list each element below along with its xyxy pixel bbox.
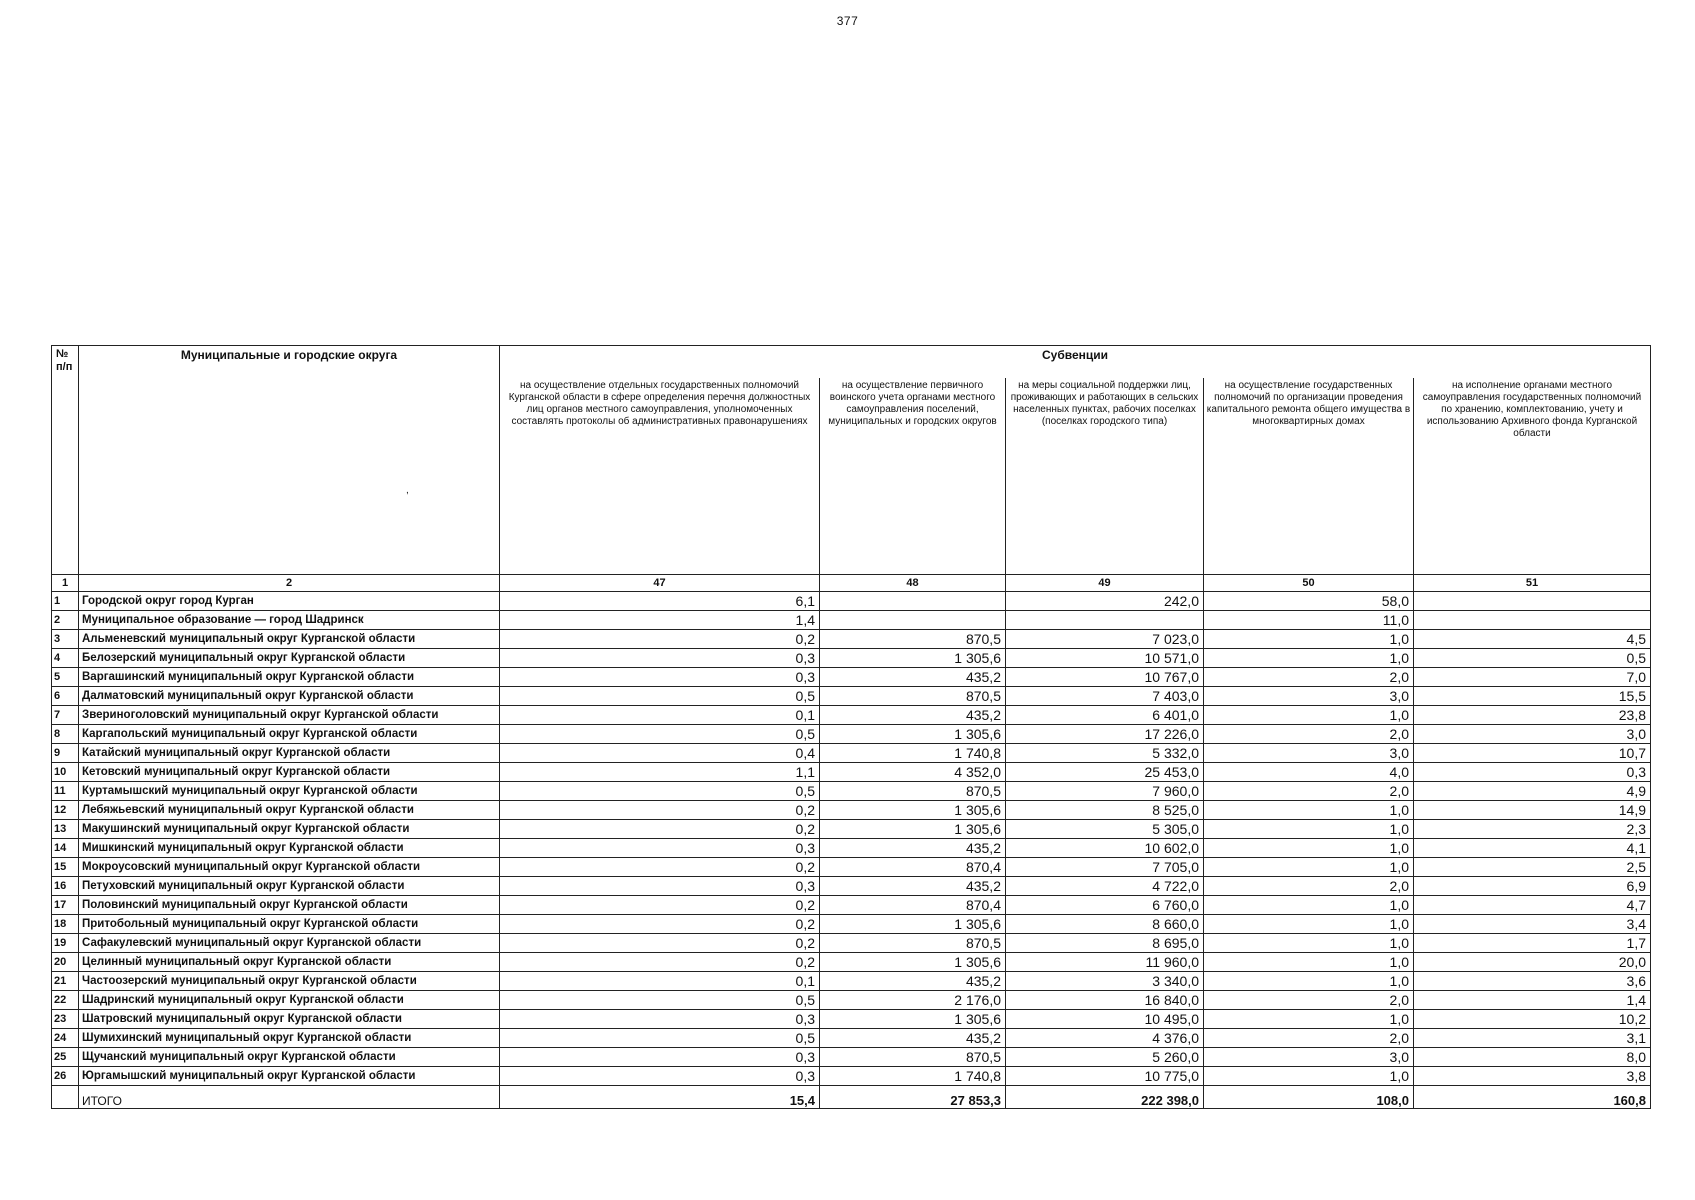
value-cell: 16 840,0 [1006, 991, 1204, 1010]
stray-mark: , [406, 485, 409, 496]
value-cell: 8 525,0 [1006, 801, 1204, 820]
value-cell: 1 305,6 [820, 725, 1006, 744]
total-value: 27 853,3 [820, 1086, 1006, 1109]
value-cell: 1,0 [1204, 630, 1414, 649]
value-cell: 435,2 [820, 972, 1006, 991]
value-cell: 1 740,8 [820, 744, 1006, 763]
value-cell: 2 176,0 [820, 991, 1006, 1010]
table-row [52, 877, 1651, 896]
column-number: 47 [500, 575, 820, 592]
district-name: Мишкинский муниципальный округ Курганской области [79, 839, 500, 858]
value-cell: 3,8 [1414, 1067, 1651, 1086]
row-number: 12 [52, 801, 79, 820]
row-number: 1 [52, 592, 79, 611]
value-cell: 25 453,0 [1006, 763, 1204, 782]
value-cell: 10,2 [1414, 1010, 1651, 1029]
value-cell: 0,5 [500, 1029, 820, 1048]
table-row [52, 1048, 1651, 1067]
value-cell: 10 775,0 [1006, 1067, 1204, 1086]
value-cell: 435,2 [820, 877, 1006, 896]
value-cell: 0,4 [500, 744, 820, 763]
value-cell: 0,3 [500, 668, 820, 687]
table-row [52, 706, 1651, 725]
row-number: 22 [52, 991, 79, 1010]
district-name: Шадринский муниципальный округ Курганской области [79, 991, 500, 1010]
value-cell: 0,3 [1414, 763, 1651, 782]
value-cell: 1,0 [1204, 1067, 1414, 1086]
value-cell: 870,5 [820, 1048, 1006, 1067]
table-row [52, 744, 1651, 763]
table-row [52, 611, 1651, 630]
table-row [52, 1067, 1651, 1086]
district-name: Каргапольский муниципальный округ Курганской области [79, 725, 500, 744]
value-cell: 1,0 [1204, 896, 1414, 915]
value-cell: 5 305,0 [1006, 820, 1204, 839]
value-cell: 0,5 [1414, 649, 1651, 668]
row-number: 9 [52, 744, 79, 763]
table-row [52, 1010, 1651, 1029]
value-cell: 4 376,0 [1006, 1029, 1204, 1048]
value-cell: 7 403,0 [1006, 687, 1204, 706]
value-cell: 6 401,0 [1006, 706, 1204, 725]
row-number: 5 [52, 668, 79, 687]
value-cell: 1,1 [500, 763, 820, 782]
column-number: 51 [1414, 575, 1651, 592]
value-cell: 0,2 [500, 915, 820, 934]
column-48-header: на осуществление первичного воинского учета органами местного самоуправления поселений, муниципальных и городских округов [820, 378, 1006, 575]
value-cell: 1 305,6 [820, 801, 1006, 820]
value-cell: 17 226,0 [1006, 725, 1204, 744]
value-cell: 1 305,6 [820, 915, 1006, 934]
table-row [52, 782, 1651, 801]
row-number: 24 [52, 1029, 79, 1048]
total-label: ИТОГО [79, 1086, 500, 1109]
subventions-table [51, 345, 1651, 1109]
value-cell: 0,3 [500, 649, 820, 668]
total-value: 108,0 [1204, 1086, 1414, 1109]
table-row [52, 801, 1651, 820]
value-cell: 0,2 [500, 801, 820, 820]
value-cell: 0,3 [500, 877, 820, 896]
value-cell: 15,5 [1414, 687, 1651, 706]
table-row [52, 820, 1651, 839]
row-number: 13 [52, 820, 79, 839]
value-cell: 0,5 [500, 687, 820, 706]
value-cell: 4 352,0 [820, 763, 1006, 782]
value-cell: 1,0 [1204, 915, 1414, 934]
table-row [52, 1029, 1651, 1048]
value-cell [820, 592, 1006, 611]
value-cell: 3,0 [1414, 725, 1651, 744]
row-number: 21 [52, 972, 79, 991]
value-cell: 0,3 [500, 839, 820, 858]
row-number: 20 [52, 953, 79, 972]
district-name: Щучанский муниципальный округ Курганской области [79, 1048, 500, 1067]
value-cell: 4,0 [1204, 763, 1414, 782]
column-number: 1 [52, 575, 79, 592]
table-row [52, 725, 1651, 744]
table-row [52, 592, 1651, 611]
district-name: Варгашинский муниципальный округ Курганской области [79, 668, 500, 687]
row-number: 4 [52, 649, 79, 668]
value-cell: 0,2 [500, 934, 820, 953]
value-cell: 3,1 [1414, 1029, 1651, 1048]
total-value: 160,8 [1414, 1086, 1651, 1109]
value-cell: 3,0 [1204, 744, 1414, 763]
column-47-header: на осуществление отдельных государственных полномочий Курганской области в сфере определения перечня должностных лиц органов местного самоуправления, уполномоченных составлять протоколы об административных правонарушениях [500, 378, 820, 575]
district-name: Петуховский муниципальный округ Курганской области [79, 877, 500, 896]
value-cell: 0,2 [500, 858, 820, 877]
row-number: 26 [52, 1067, 79, 1086]
value-cell: 0,2 [500, 820, 820, 839]
value-cell: 1,4 [500, 611, 820, 630]
district-name: Альменевский муниципальный округ Курганской области [79, 630, 500, 649]
value-cell: 0,2 [500, 896, 820, 915]
row-number: 19 [52, 934, 79, 953]
districts-header: Муниципальные и городские округа [79, 346, 500, 575]
district-name: Лебяжьевский муниципальный округ Курганской области [79, 801, 500, 820]
value-cell: 435,2 [820, 668, 1006, 687]
district-name: Катайский муниципальный округ Курганской области [79, 744, 500, 763]
page-number: 377 [836, 14, 859, 28]
table-row [52, 953, 1651, 972]
value-cell: 870,5 [820, 782, 1006, 801]
value-cell: 3,4 [1414, 915, 1651, 934]
value-cell [1414, 592, 1651, 611]
row-number: 18 [52, 915, 79, 934]
district-name: Шатровский муниципальный округ Курганской области [79, 1010, 500, 1029]
row-number: 8 [52, 725, 79, 744]
row-number: 3 [52, 630, 79, 649]
district-name: Юргамышский муниципальный округ Курганской области [79, 1067, 500, 1086]
district-name: Половинский муниципальный округ Курганской области [79, 896, 500, 915]
total-index-cell [52, 1086, 79, 1109]
value-cell: 1,0 [1204, 972, 1414, 991]
value-cell: 0,5 [500, 991, 820, 1010]
column-number: 49 [1006, 575, 1204, 592]
subventions-table-container [51, 345, 1651, 1109]
district-name: Муниципальное образование — город Шадринск [79, 611, 500, 630]
value-cell: 1 305,6 [820, 953, 1006, 972]
value-cell: 0,3 [500, 1067, 820, 1086]
value-cell: 10,7 [1414, 744, 1651, 763]
value-cell: 4,5 [1414, 630, 1651, 649]
value-cell: 10 767,0 [1006, 668, 1204, 687]
value-cell: 2,5 [1414, 858, 1651, 877]
row-number: 14 [52, 839, 79, 858]
value-cell: 8 695,0 [1006, 934, 1204, 953]
table-body [52, 592, 1651, 1109]
row-number-header: № п/п [52, 346, 79, 575]
value-cell: 1,0 [1204, 649, 1414, 668]
value-cell: 435,2 [820, 839, 1006, 858]
value-cell: 0,2 [500, 630, 820, 649]
value-cell: 1,0 [1204, 820, 1414, 839]
value-cell: 1 305,6 [820, 1010, 1006, 1029]
value-cell: 0,5 [500, 725, 820, 744]
value-cell: 2,0 [1204, 1029, 1414, 1048]
value-cell: 0,1 [500, 972, 820, 991]
table-row [52, 687, 1651, 706]
value-cell: 7 023,0 [1006, 630, 1204, 649]
value-cell: 1 305,6 [820, 649, 1006, 668]
row-number: 10 [52, 763, 79, 782]
value-cell: 0,1 [500, 706, 820, 725]
value-cell: 11 960,0 [1006, 953, 1204, 972]
district-name: Целинный муниципальный округ Курганской области [79, 953, 500, 972]
value-cell: 7 705,0 [1006, 858, 1204, 877]
total-row [52, 1086, 1651, 1109]
value-cell: 2,0 [1204, 725, 1414, 744]
value-cell: 2,0 [1204, 668, 1414, 687]
value-cell: 2,0 [1204, 877, 1414, 896]
value-cell: 6,9 [1414, 877, 1651, 896]
value-cell: 6 760,0 [1006, 896, 1204, 915]
table-row [52, 915, 1651, 934]
value-cell: 7,0 [1414, 668, 1651, 687]
value-cell: 3,0 [1204, 1048, 1414, 1067]
district-name: Частоозерский муниципальный округ Курганской области [79, 972, 500, 991]
row-number: 23 [52, 1010, 79, 1029]
value-cell: 5 332,0 [1006, 744, 1204, 763]
value-cell: 1,0 [1204, 858, 1414, 877]
value-cell: 3,0 [1204, 687, 1414, 706]
table-row [52, 934, 1651, 953]
district-name: Далматовский муниципальный округ Курганской области [79, 687, 500, 706]
column-50-header: на осуществление государственных полномочий по организации проведения капитального ремонта общего имущества в многоквартирных домах [1204, 378, 1414, 575]
value-cell: 10 571,0 [1006, 649, 1204, 668]
value-cell: 4,1 [1414, 839, 1651, 858]
column-number: 48 [820, 575, 1006, 592]
total-value: 15,4 [500, 1086, 820, 1109]
row-number: 2 [52, 611, 79, 630]
table-row [52, 630, 1651, 649]
value-cell: 870,5 [820, 630, 1006, 649]
value-cell: 870,5 [820, 934, 1006, 953]
district-name: Шумихинский муниципальный округ Курганской области [79, 1029, 500, 1048]
row-number: 16 [52, 877, 79, 896]
district-name: Макушинский муниципальный округ Курганской области [79, 820, 500, 839]
table-row [52, 858, 1651, 877]
value-cell: 1 305,6 [820, 820, 1006, 839]
value-cell: 1,0 [1204, 706, 1414, 725]
value-cell: 870,5 [820, 687, 1006, 706]
value-cell: 8,0 [1414, 1048, 1651, 1067]
table-row [52, 896, 1651, 915]
value-cell: 1,0 [1204, 839, 1414, 858]
table-row [52, 972, 1651, 991]
column-51-header: на исполнение органами местного самоуправления государственных полномочий по хранению, комплектованию, учету и использованию Архивного фонда Курганской области [1414, 378, 1651, 575]
value-cell: 11,0 [1204, 611, 1414, 630]
value-cell: 242,0 [1006, 592, 1204, 611]
value-cell: 870,4 [820, 896, 1006, 915]
value-cell: 4,7 [1414, 896, 1651, 915]
district-name: Белозерский муниципальный округ Курганской области [79, 649, 500, 668]
value-cell: 1,4 [1414, 991, 1651, 1010]
value-cell: 435,2 [820, 1029, 1006, 1048]
column-49-header: на меры социальной поддержки лиц, проживающих и работающих в сельских населенных пунктах, рабочих поселках (поселках городского типа) [1006, 378, 1204, 575]
value-cell: 10 602,0 [1006, 839, 1204, 858]
value-cell: 23,8 [1414, 706, 1651, 725]
district-name: Звериноголовский муниципальный округ Курганской области [79, 706, 500, 725]
value-cell: 0,3 [500, 1048, 820, 1067]
value-cell [1414, 611, 1651, 630]
value-cell: 58,0 [1204, 592, 1414, 611]
value-cell: 3 340,0 [1006, 972, 1204, 991]
value-cell: 0,2 [500, 953, 820, 972]
row-number: 17 [52, 896, 79, 915]
district-name: Притобольный муниципальный округ Курганской области [79, 915, 500, 934]
table-row [52, 668, 1651, 687]
value-cell: 4,9 [1414, 782, 1651, 801]
row-number: 15 [52, 858, 79, 877]
value-cell: 1 740,8 [820, 1067, 1006, 1086]
row-number: 25 [52, 1048, 79, 1067]
total-value: 222 398,0 [1006, 1086, 1204, 1109]
table-row [52, 763, 1651, 782]
value-cell: 2,0 [1204, 991, 1414, 1010]
value-cell: 14,9 [1414, 801, 1651, 820]
value-cell: 2,0 [1204, 782, 1414, 801]
table-row [52, 839, 1651, 858]
value-cell [1006, 611, 1204, 630]
district-name: Мокроусовский муниципальный округ Курганской области [79, 858, 500, 877]
value-cell: 1,7 [1414, 934, 1651, 953]
value-cell: 7 960,0 [1006, 782, 1204, 801]
value-cell: 0,5 [500, 782, 820, 801]
value-cell: 8 660,0 [1006, 915, 1204, 934]
value-cell [820, 611, 1006, 630]
value-cell: 5 260,0 [1006, 1048, 1204, 1067]
value-cell: 6,1 [500, 592, 820, 611]
value-cell: 4 722,0 [1006, 877, 1204, 896]
value-cell: 2,3 [1414, 820, 1651, 839]
value-cell: 1,0 [1204, 953, 1414, 972]
district-name: Куртамышский муниципальный округ Курганской области [79, 782, 500, 801]
value-cell: 435,2 [820, 706, 1006, 725]
column-number: 2 [79, 575, 500, 592]
row-number: 11 [52, 782, 79, 801]
table-row [52, 991, 1651, 1010]
value-cell: 10 495,0 [1006, 1010, 1204, 1029]
value-cell: 870,4 [820, 858, 1006, 877]
value-cell: 1,0 [1204, 934, 1414, 953]
district-name: Кетовский муниципальный округ Курганской области [79, 763, 500, 782]
value-cell: 3,6 [1414, 972, 1651, 991]
column-number: 50 [1204, 575, 1414, 592]
district-name: Сафакулевский муниципальный округ Курганской области [79, 934, 500, 953]
district-name: Городской округ город Курган [79, 592, 500, 611]
row-number: 6 [52, 687, 79, 706]
row-number: 7 [52, 706, 79, 725]
value-cell: 0,3 [500, 1010, 820, 1029]
value-cell: 20,0 [1414, 953, 1651, 972]
value-cell: 1,0 [1204, 1010, 1414, 1029]
subventions-header: Субвенции [500, 346, 1651, 378]
table-row [52, 649, 1651, 668]
value-cell: 1,0 [1204, 801, 1414, 820]
